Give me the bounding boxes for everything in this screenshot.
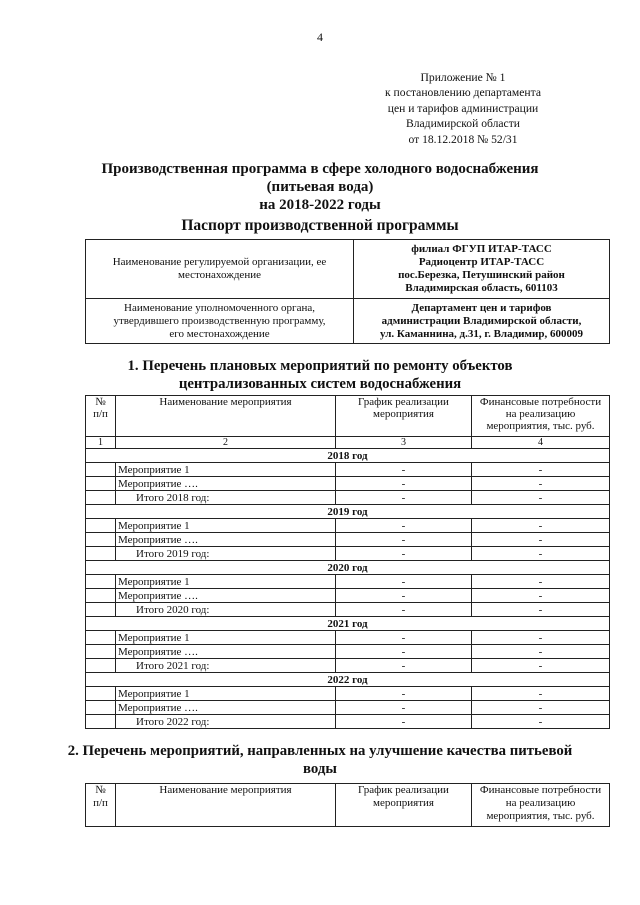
table-row	[86, 687, 610, 701]
header-finance-line: мероприятия, тыс. руб.	[486, 810, 595, 822]
measure-schedule: -	[336, 519, 472, 533]
appendix-block	[343, 70, 583, 147]
passport-value	[354, 240, 610, 299]
table-row	[86, 701, 610, 715]
passport-table	[85, 239, 610, 344]
header-finance	[472, 396, 610, 437]
measure-finance: -	[472, 701, 610, 715]
year-row	[86, 505, 610, 519]
table-row	[86, 645, 610, 659]
row-num	[86, 533, 116, 547]
appendix-line: цен и тарифов администрации	[387, 101, 539, 115]
measure-finance: -	[472, 575, 610, 589]
header-finance-line: Финансовые потребности	[479, 784, 602, 796]
measure-schedule: -	[336, 477, 472, 491]
row-num	[86, 701, 116, 715]
measure-name: Мероприятие 1	[116, 687, 336, 701]
measure-name: Мероприятие 1	[116, 575, 336, 589]
passport-value-line: Департамент цен и тарифов	[411, 301, 552, 314]
header-num-line: п/п	[93, 797, 108, 809]
header-finance-line: на реализацию	[505, 408, 576, 420]
row-num	[86, 547, 116, 561]
passport-label-line: Наименование регулируемой организации, ее	[112, 256, 327, 268]
measure-name: Мероприятие ….	[116, 589, 336, 603]
measure-name: Мероприятие ….	[116, 533, 336, 547]
table-row	[86, 575, 610, 589]
measure-schedule: -	[336, 645, 472, 659]
year-row	[86, 617, 610, 631]
measure-finance: -	[472, 519, 610, 533]
passport-value-line: Владимирская область, 601103	[405, 282, 558, 294]
measure-name: Итого 2022 год:	[116, 715, 336, 729]
appendix-line: от 18.12.2018 № 52/31	[408, 132, 518, 146]
section2-title	[0, 742, 640, 778]
row-num	[86, 519, 116, 533]
column-number: 2	[116, 437, 336, 449]
header-finance	[472, 784, 610, 827]
header-num	[86, 396, 116, 437]
year-label: 2022 год	[86, 673, 610, 687]
quality-table	[85, 783, 610, 827]
measure-finance: -	[472, 589, 610, 603]
years-body	[86, 449, 610, 729]
measure-name: Мероприятие 1	[116, 463, 336, 477]
measure-finance: -	[472, 687, 610, 701]
measure-schedule: -	[336, 463, 472, 477]
table-row	[86, 631, 610, 645]
row-num	[86, 463, 116, 477]
header-schedule-line: График реализации	[358, 784, 449, 796]
header-name: Наименование мероприятия	[116, 784, 336, 827]
passport-value-line: ул. Каманнина, д.31, г. Владимир, 600009	[380, 327, 583, 340]
year-label: 2020 год	[86, 561, 610, 575]
appendix-line: к постановлению департамента	[385, 86, 541, 100]
passport-value-line: пос.Березка, Петушинский район	[398, 269, 565, 281]
measure-name: Мероприятие 1	[116, 519, 336, 533]
header-schedule-line: мероприятия	[373, 797, 434, 809]
row-num	[86, 575, 116, 589]
table-row	[86, 603, 610, 617]
year-row	[86, 449, 610, 463]
header-num	[86, 784, 116, 827]
measure-finance: -	[472, 603, 610, 617]
measure-name: Мероприятие 1	[116, 631, 336, 645]
table-row	[86, 463, 610, 477]
row-num	[86, 687, 116, 701]
table-row	[86, 715, 610, 729]
row-num	[86, 477, 116, 491]
measure-schedule: -	[336, 687, 472, 701]
section1-title-line: централизованных систем водоснабжения	[178, 376, 462, 392]
passport-label	[86, 299, 354, 344]
row-num	[86, 645, 116, 659]
title-line: Производственная программа в сфере холодного водоснабжения	[101, 161, 539, 177]
table-row	[86, 589, 610, 603]
appendix-line: Приложение № 1	[420, 71, 506, 84]
header-finance-line: на реализацию	[505, 797, 576, 809]
measure-schedule: -	[336, 547, 472, 561]
year-label: 2021 год	[86, 617, 610, 631]
header-schedule-line: мероприятия	[373, 408, 434, 420]
measure-finance: -	[472, 491, 610, 505]
measure-schedule: -	[336, 589, 472, 603]
section1-title-line: 1. Перечень плановых мероприятий по ремонту объектов	[127, 358, 513, 374]
header-num-line: п/п	[93, 408, 108, 420]
page-number: 4	[317, 30, 323, 44]
passport-title: Паспорт производственной программы	[181, 217, 459, 234]
measure-schedule: -	[336, 491, 472, 505]
row-num	[86, 603, 116, 617]
measure-name: Итого 2019 год:	[116, 547, 336, 561]
measure-schedule: -	[336, 575, 472, 589]
year-label: 2019 год	[86, 505, 610, 519]
table-row	[86, 477, 610, 491]
measure-finance: -	[472, 533, 610, 547]
measure-schedule: -	[336, 701, 472, 715]
measure-schedule: -	[336, 603, 472, 617]
header-schedule	[336, 784, 472, 827]
section2-title-line: воды	[303, 761, 337, 777]
measure-schedule: -	[336, 715, 472, 729]
table-row	[86, 659, 610, 673]
passport-label	[86, 240, 354, 299]
measure-name: Мероприятие ….	[116, 701, 336, 715]
title-line: на 2018-2022 годы	[259, 197, 381, 213]
table-row	[86, 533, 610, 547]
passport-label-line: его местонахождение	[169, 327, 270, 340]
header-num-line: №	[95, 784, 106, 796]
passport-label-line: утвердившего производственную программу,	[113, 314, 326, 327]
measure-finance: -	[472, 645, 610, 659]
column-number: 1	[86, 437, 116, 449]
measure-schedule: -	[336, 659, 472, 673]
measure-finance: -	[472, 463, 610, 477]
appendix-line: Владимирской области	[406, 117, 520, 131]
column-number-row	[86, 437, 610, 449]
quality-header-row	[86, 784, 610, 827]
document-title	[0, 160, 640, 214]
header-schedule-line: График реализации	[358, 396, 449, 408]
row-num	[86, 659, 116, 673]
passport-label-line: местонахождение	[178, 269, 261, 281]
passport-value-line: филиал ФГУП ИТАР-ТАСС	[411, 243, 552, 255]
measure-name: Итого 2020 год:	[116, 603, 336, 617]
year-label: 2018 год	[86, 449, 610, 463]
measure-name: Мероприятие ….	[116, 645, 336, 659]
measure-schedule: -	[336, 631, 472, 645]
passport-value-line: Радиоцентр ИТАР-ТАСС	[418, 256, 545, 268]
row-num	[86, 491, 116, 505]
measure-finance: -	[472, 659, 610, 673]
measure-finance: -	[472, 477, 610, 491]
measure-finance: -	[472, 547, 610, 561]
measures-table	[85, 395, 610, 729]
section2-title-line: 2. Перечень мероприятий, направленных на улучшение качества питьевой	[67, 743, 573, 759]
table-row	[86, 491, 610, 505]
measure-name: Итого 2021 год:	[116, 659, 336, 673]
passport-row	[86, 240, 610, 299]
year-row	[86, 673, 610, 687]
row-num	[86, 715, 116, 729]
row-num	[86, 589, 116, 603]
table-row	[86, 547, 610, 561]
header-num-line: №	[95, 396, 106, 408]
passport-value	[354, 299, 610, 344]
section1-title	[0, 357, 640, 393]
measure-finance: -	[472, 715, 610, 729]
measures-header-row	[86, 396, 610, 437]
title-line: (питьевая вода)	[266, 179, 374, 195]
row-num	[86, 631, 116, 645]
column-number: 4	[472, 437, 610, 449]
passport-label-line: Наименование уполномоченного органа,	[124, 301, 315, 314]
header-name: Наименование мероприятия	[116, 396, 336, 437]
header-finance-line: Финансовые потребности	[479, 396, 602, 408]
measure-name: Итого 2018 год:	[116, 491, 336, 505]
measure-schedule: -	[336, 533, 472, 547]
column-number: 3	[336, 437, 472, 449]
measure-finance: -	[472, 631, 610, 645]
year-row	[86, 561, 610, 575]
passport-row	[86, 299, 610, 344]
header-schedule	[336, 396, 472, 437]
measure-name: Мероприятие ….	[116, 477, 336, 491]
table-row	[86, 519, 610, 533]
header-finance-line: мероприятия, тыс. руб.	[486, 420, 595, 432]
passport-value-line: администрации Владимирской области,	[381, 314, 582, 327]
